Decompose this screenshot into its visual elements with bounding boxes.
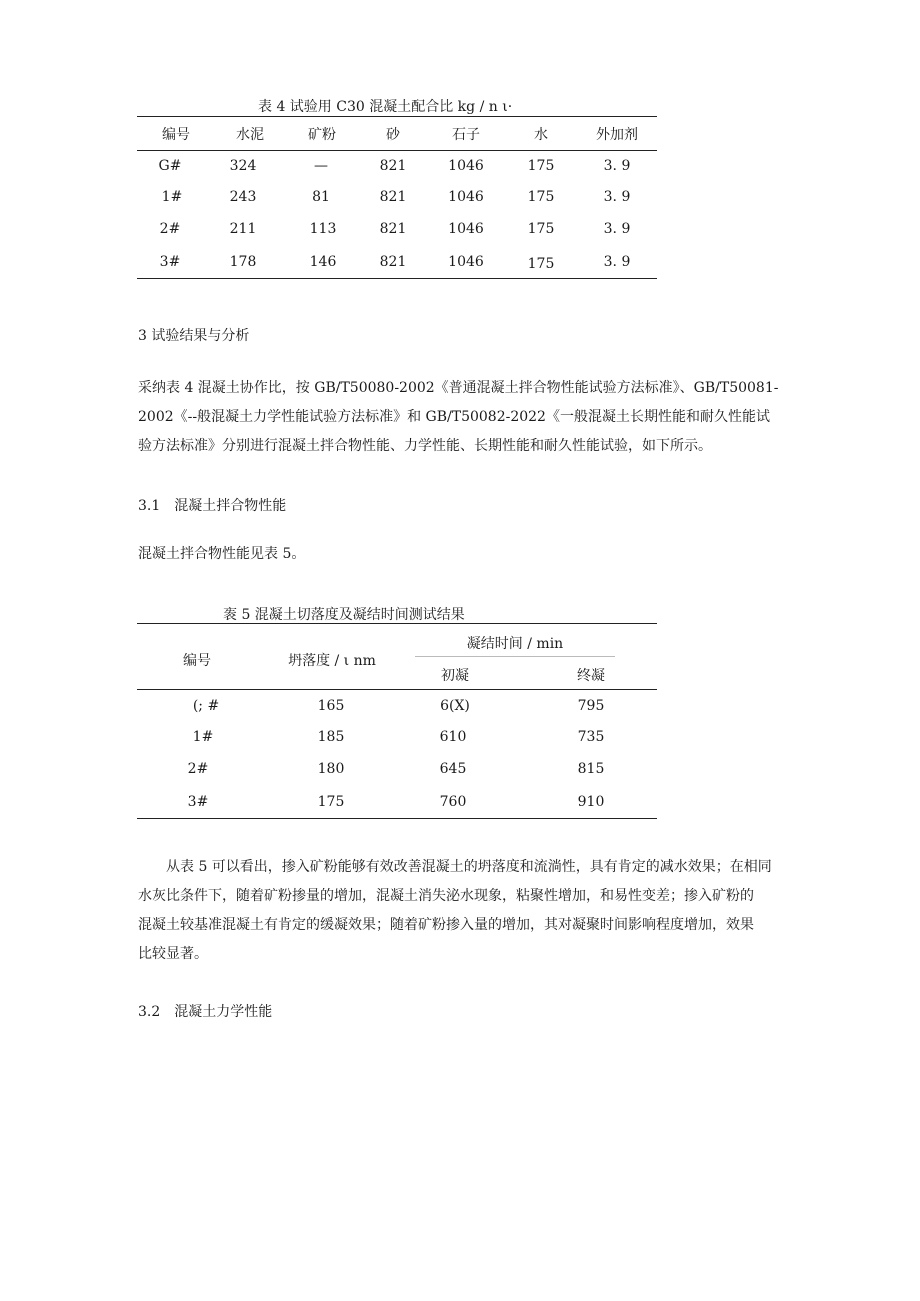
table4-header-cement: 水泥 [236,127,264,143]
table5-cell: 6(X) [440,698,470,714]
analysis-paragraph [138,853,788,969]
table5-cell: 795 [577,698,605,714]
section31-heading: 3.1 混凝土拌合物性能 [138,498,287,514]
table4-cell: 1# [161,189,183,205]
table4-header-slag: 矿粉 [308,127,336,143]
table4-cell: 3. 9 [603,189,631,205]
table5-cell: 610 [439,729,467,745]
table4-cell: 211 [229,221,257,237]
table4-cell: 2# [159,221,181,237]
paragraph-line: 比较显著。 [138,946,208,962]
table4-cell: 3# [159,254,181,270]
table4-header-sand: 砂 [386,127,400,143]
table4-cell: 821 [379,254,407,270]
table5-cell: 180 [317,761,345,777]
table4-cell: 146 [309,254,337,270]
table5-cell: 645 [439,761,467,777]
table5-cell: 1# [192,729,214,745]
table4-cell: 1046 [448,254,484,270]
table5-top-rule [137,623,657,624]
table5-cell: (; # [192,698,220,714]
table4-cell: 1046 [448,189,484,205]
table4-cell: 113 [309,221,337,237]
table5-header-id: 编号 [183,653,211,669]
table5-cell: 2# [187,761,209,777]
paragraph-line: 采纳表 4 混凝土协作比，按 GB/T50080-2002《普通混凝土拌合物性能试验方法标准》、GB/T50081- [138,380,779,396]
table4-cell: 821 [379,189,407,205]
table5-bottom-rule [137,818,657,819]
table4-cell: G# [158,158,182,174]
paragraph-line: 从表 5 可以看出，掺入矿粉能够有效改善混凝土的坍落度和流淌性，具有肯定的减水效果；在相同 [138,859,772,875]
table4-cell: 1046 [448,158,484,174]
section3-heading: 3 试验结果与分析 [138,328,250,344]
table4-bottom-rule [137,278,657,279]
table5-subheader-rule [415,656,615,657]
table5-cell: 3# [187,794,209,810]
table4-cell: 178 [229,254,257,270]
table4-cell: 821 [379,221,407,237]
table4-cell: 1046 [448,221,484,237]
table4-title: 表 4 试验用 C30 混凝土配合比 kg / n ι· [258,99,513,115]
table4-cell: 324 [229,158,257,174]
table5-cell: 735 [577,729,605,745]
table4-cell: 175 [527,189,555,205]
table5-cell: 910 [577,794,605,810]
table5-header-initial: 初凝 [441,668,469,684]
table5-header-setting-time: 凝结时间 / min [466,636,564,652]
table4-header-gravel: 石子 [452,127,480,143]
table4-cell: 175 [527,256,555,272]
table4-cell: 3. 9 [603,158,631,174]
table4-cell: 175 [527,158,555,174]
table4-cell: 3. 9 [603,254,631,270]
section32-heading: 3.2 混凝土力学性能 [138,1004,273,1020]
table4-cell: — [314,158,328,174]
table4-top-rule [137,116,657,117]
table4-header-id: 编号 [162,127,190,143]
table4-cell: 81 [312,189,330,205]
section31-text: 混凝土拌合物性能见表 5。 [138,546,306,562]
table5-header-final: 终凝 [577,668,605,684]
table4-cell: 243 [229,189,257,205]
table4-header-rule [137,150,657,151]
table4-cell: 175 [527,221,555,237]
table5-cell: 760 [439,794,467,810]
table4-cell: 821 [379,158,407,174]
table5-cell: 165 [317,698,345,714]
table5-cell: 815 [577,761,605,777]
table5-title: 袠 5 混凝土切落度及凝结时间测试结果 [223,607,465,623]
table5-cell: 185 [317,729,345,745]
section3-intro-paragraph [138,374,788,461]
paragraph-line: 混凝土较基准混凝土有肯定的缓凝效果；随着矿粉掺入量的增加，其对凝聚时间影响程度增加，效果 [138,917,754,933]
paragraph-line: 2002《--般混凝土力学性能试验方法标准》和 GB/T50082-2022《一般混凝土长期性能和耐久性能试 [138,409,770,425]
paragraph-line: 验方法标准》分别进行混凝土拌合物性能、力学性能、长期性能和耐久性能试验，如下所示。 [138,438,712,454]
table4-cell: 3. 9 [603,221,631,237]
table4-header-water: 水 [534,127,548,143]
table4-header-admixture: 外加剂 [596,127,638,143]
table5-header-rule [137,689,657,690]
table5-header-slump: 坍落度 / ι nm [288,653,376,669]
paragraph-line: 水灰比条件下，随着矿粉掺量的增加，混凝土消失泌水现象，粘聚性增加，和易性变差；掺入矿粉的 [138,888,754,904]
table5-cell: 175 [317,794,345,810]
